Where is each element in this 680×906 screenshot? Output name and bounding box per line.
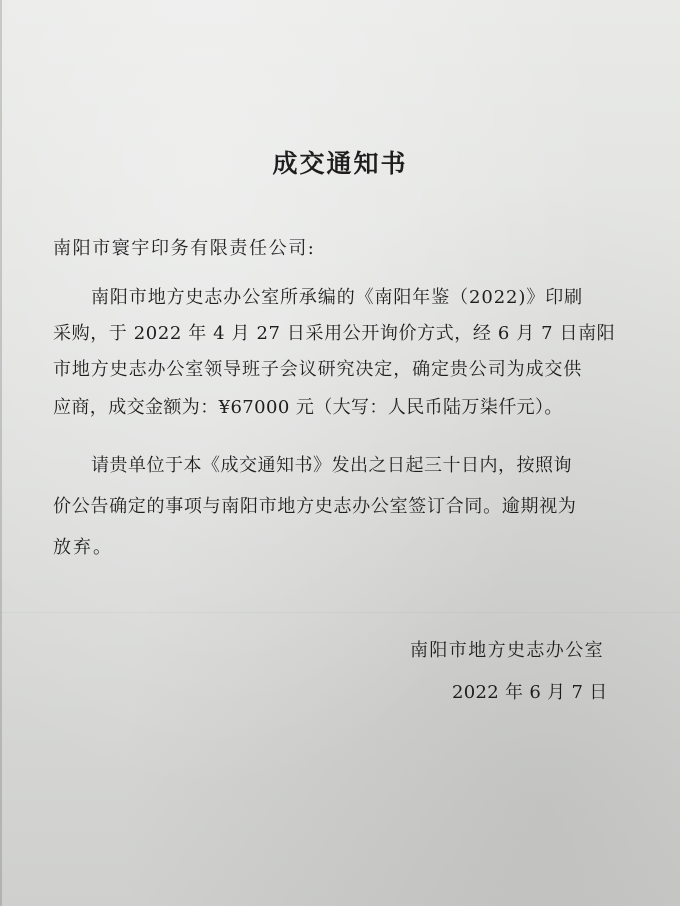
document-title: 成交通知书	[272, 149, 408, 178]
paragraph1-line4: 应商，成交金额为：¥67000 元（大写：人民币陆万柒仟元）。	[53, 397, 563, 418]
paper-fold-line	[0, 612, 680, 613]
paragraph2-line2: 价公告确定的事项与南阳市地方史志办公室签订合同。逾期视为	[53, 496, 577, 517]
paper-edge-shadow	[0, 0, 2, 906]
paragraph1-line2: 采购，于 2022 年 4 月 27 日采用公开询价方式，经 6 月 7 日南阳	[53, 323, 616, 344]
signature-date: 2022 年 6 月 7 日	[452, 682, 608, 703]
paragraph2-line1: 请贵单位于本《成交通知书》发出之日起三十日内，按照询	[91, 455, 572, 476]
paragraph1-line1: 南阳市地方史志办公室所承编的《南阳年鉴（2022)》印刷	[91, 287, 584, 308]
recipient-line: 南阳市寰宇印务有限责任公司:	[53, 238, 316, 259]
signatory-name: 南阳市地方史志办公室	[410, 640, 604, 661]
paragraph1-line3: 市地方史志办公室领导班子会议研究决定，确定贵公司为成交供	[53, 359, 583, 380]
paragraph2-line3: 放弃。	[53, 537, 113, 558]
